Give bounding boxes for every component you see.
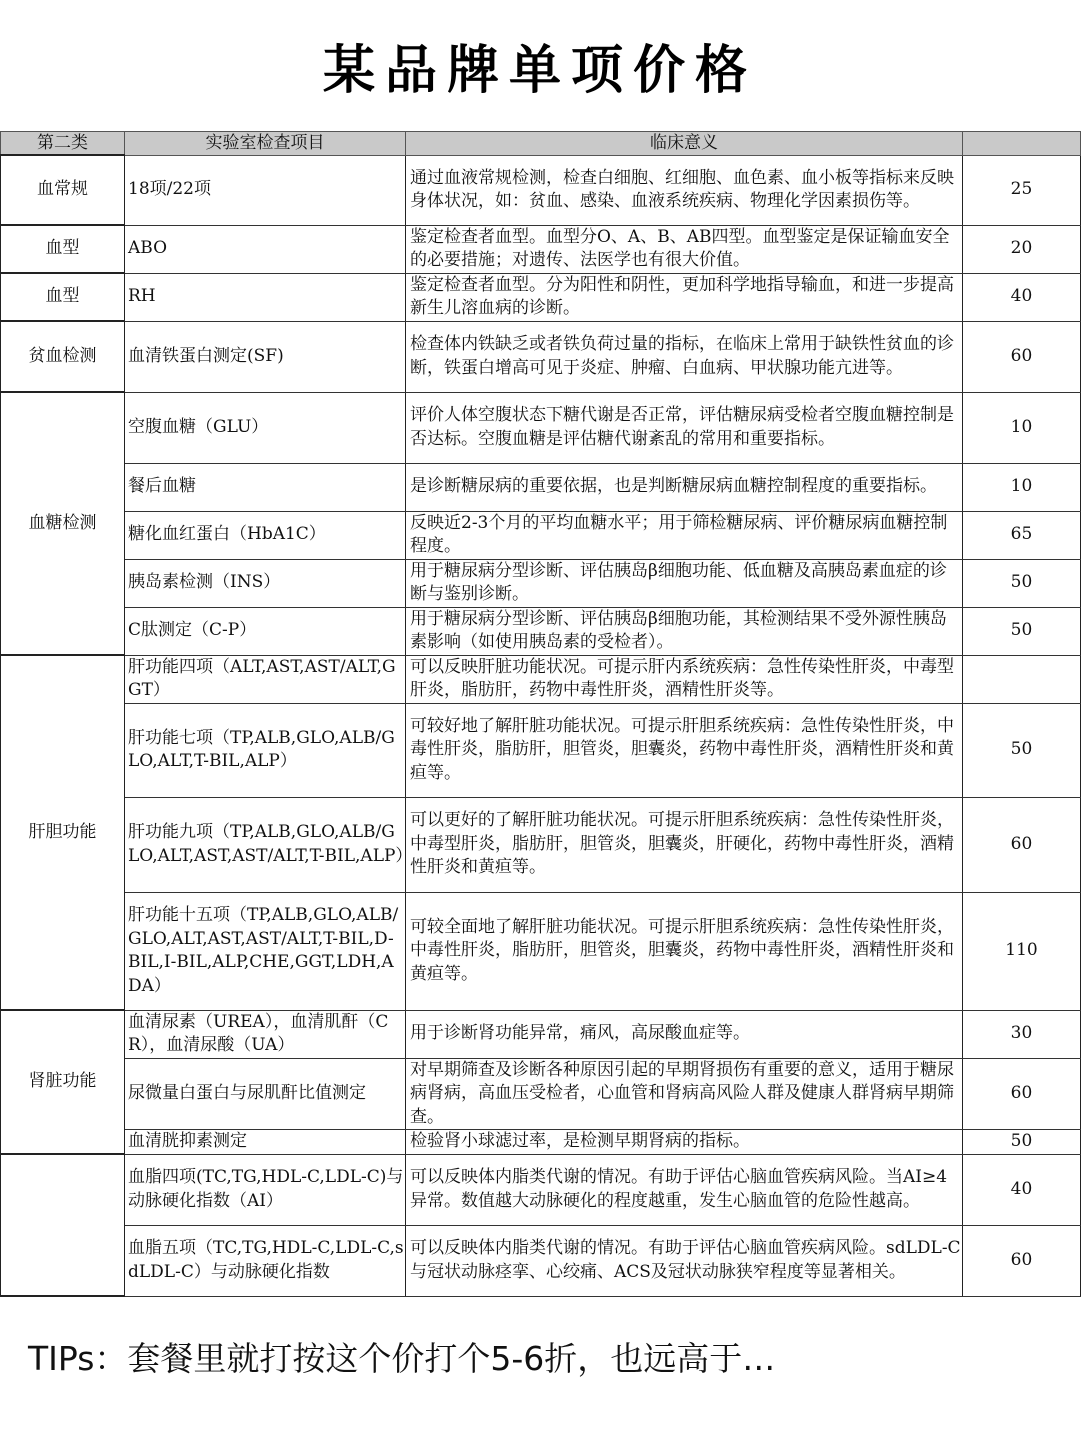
item-cell: 肝功能十五项（TP,ALB,GLO,ALB/GLO,ALT,AST,AST/ALT,T-BIL,D-BIL,I-BIL,ALP,CHE,GGT,LDH,ADA） [125, 892, 406, 1010]
table-row [1, 511, 1081, 559]
meaning-cell: 用于诊断肾功能异常，痛风，高尿酸血症等。 [406, 1010, 963, 1058]
item-cell: 肝功能九项（TP,ALB,GLO,ALB/GLO,ALT,AST,AST/ALT,T-BIL,ALP） [125, 797, 406, 892]
meaning-cell: 评价人体空腹状态下糖代谢是否正常，评估糖尿病受检者空腹血糖控制是否达标。空腹血糖是评估糖代谢紊乱的常用和重要指标。 [406, 392, 963, 463]
item-cell: C肽测定（C-P） [125, 607, 406, 655]
category-cell: 血糖检测 [1, 392, 125, 655]
price-cell: 110 [963, 892, 1081, 1010]
item-cell: 尿微量白蛋白与尿肌酐比值测定 [125, 1058, 406, 1130]
item-cell: 肝功能七项（TP,ALB,GLO,ALB/GLO,ALT,T-BIL,ALP） [125, 703, 406, 797]
meaning-cell: 可以反映体内脂类代谢的情况。有助于评估心脑血管疾病风险。sdLDL-C与冠状动脉痉挛、心绞痛、ACS及冠状动脉狭窄程度等显著相关。 [406, 1225, 963, 1296]
meaning-cell: 反映近2-3个月的平均血糖水平；用于筛检糖尿病、评价糖尿病血糖控制程度。 [406, 511, 963, 559]
table-row [1, 703, 1081, 797]
item-cell: 胰岛素检测（INS） [125, 559, 406, 607]
table-row [1, 559, 1081, 607]
table-row [1, 607, 1081, 655]
meaning-cell: 可以更好的了解肝脏功能状况。可提示肝胆系统疾病：急性传染性肝炎，中毒型肝炎，脂肪肝，胆管炎，胆囊炎，肝硬化，药物中毒性肝炎，酒精性肝炎和黄疸等。 [406, 797, 963, 892]
meaning-cell: 用于糖尿病分型诊断、评估胰岛β细胞功能，其检测结果不受外源性胰岛素影响（如使用胰岛素的受检者）。 [406, 607, 963, 655]
item-cell: RH [125, 273, 406, 321]
category-cell [1, 1154, 125, 1296]
item-cell: 血脂五项（TC,TG,HDL-C,LDL-C,sdLDL-C）与动脉硬化指数 [125, 1225, 406, 1296]
table-row [1, 225, 1081, 273]
price-table [0, 131, 1081, 1297]
category-cell: 血型 [1, 273, 125, 321]
price-cell: 30 [963, 1010, 1081, 1058]
price-cell: 40 [963, 1154, 1081, 1225]
tips-text: TIPs：套餐里就打按这个价打个5-6折，也远高于… [28, 1339, 776, 1378]
price-table-sheet [0, 131, 1080, 1282]
meaning-cell: 鉴定检查者血型。血型分O、A、B、AB四型。血型鉴定是保证输血安全的必要措施；对遗传、法医学也有很大价值。 [406, 225, 963, 273]
meaning-cell: 通过血液常规检测，检查白细胞、红细胞、血色素、血小板等指标来反映身体状况，如：贫血、感染、血液系统疾病、物理化学因素损伤等。 [406, 155, 963, 225]
meaning-cell: 是诊断糖尿病的重要依据，也是判断糖尿病血糖控制程度的重要指标。 [406, 463, 963, 511]
price-cell: 50 [963, 607, 1081, 655]
category-cell: 肝胆功能 [1, 655, 125, 1010]
price-cell: 50 [963, 703, 1081, 797]
price-cell: 60 [963, 1058, 1081, 1130]
item-cell: 肝功能四项（ALT,AST,AST/ALT,GGT） [125, 655, 406, 703]
table-row [1, 655, 1081, 703]
price-cell: 20 [963, 225, 1081, 273]
price-cell: 60 [963, 1225, 1081, 1296]
item-cell: 空腹血糖（GLU） [125, 392, 406, 463]
meaning-cell: 检查体内铁缺乏或者铁负荷过量的指标，在临床上常用于缺铁性贫血的诊断，铁蛋白增高可见于炎症、肿瘤、白血病、甲状腺功能亢进等。 [406, 321, 963, 392]
price-cell: 50 [963, 1130, 1081, 1155]
meaning-cell: 可以反映体内脂类代谢的情况。有助于评估心脑血管疾病风险。当AI≥4异常。数值越大动脉硬化的程度越重，发生心脑血管的危险性越高。 [406, 1154, 963, 1225]
category-cell: 肾脏功能 [1, 1010, 125, 1154]
meaning-cell: 对早期筛查及诊断各种原因引起的早期肾损伤有重要的意义，适用于糖尿病肾病，高血压受检者，心血管和肾病高风险人群及健康人群肾病早期筛查。 [406, 1058, 963, 1130]
table-row [1, 1225, 1081, 1296]
table-row [1, 1154, 1081, 1225]
table-row [1, 273, 1081, 321]
price-cell: 65 [963, 511, 1081, 559]
item-cell: 糖化血红蛋白（HbA1C） [125, 511, 406, 559]
price-cell: 60 [963, 797, 1081, 892]
price-cell: 10 [963, 392, 1081, 463]
category-cell: 血常规 [1, 155, 125, 225]
item-cell: 血脂四项(TC,TG,HDL-C,LDL-C)与动脉硬化指数（AI） [125, 1154, 406, 1225]
header-item: 实验室检查项目 [125, 132, 406, 156]
table-row [1, 463, 1081, 511]
price-cell: 25 [963, 155, 1081, 225]
item-cell: 18项/22项 [125, 155, 406, 225]
price-cell: 40 [963, 273, 1081, 321]
table-row [1, 1058, 1081, 1130]
page-title: 某品牌单项价格 [322, 41, 757, 101]
price-cell [963, 655, 1081, 703]
item-cell: 血清尿素（UREA），血清肌酐（CR），血清尿酸（UA） [125, 1010, 406, 1058]
price-cell: 10 [963, 463, 1081, 511]
item-cell: 餐后血糖 [125, 463, 406, 511]
item-cell: ABO [125, 225, 406, 273]
item-cell: 血清胱抑素测定 [125, 1130, 406, 1155]
meaning-cell: 可较全面地了解肝脏功能状况。可提示肝胆系统疾病：急性传染性肝炎，中毒性肝炎，脂肪肝，胆管炎，胆囊炎，药物中毒性肝炎，酒精性肝炎和黄疸等。 [406, 892, 963, 1010]
meaning-cell: 用于糖尿病分型诊断、评估胰岛β细胞功能、低血糖及高胰岛素血症的诊断与鉴别诊断。 [406, 559, 963, 607]
table-row [1, 892, 1081, 1010]
header-meaning: 临床意义 [406, 132, 963, 156]
table-row [1, 1010, 1081, 1058]
table-row [1, 392, 1081, 463]
table-row [1, 321, 1081, 392]
table-row [1, 797, 1081, 892]
meaning-cell: 可较好地了解肝脏功能状况。可提示肝胆系统疾病：急性传染性肝炎，中毒性肝炎，脂肪肝，胆管炎，胆囊炎，药物中毒性肝炎，酒精性肝炎和黄疸等。 [406, 703, 963, 797]
header-price [963, 132, 1081, 156]
table-row [1, 1130, 1081, 1155]
category-cell: 贫血检测 [1, 321, 125, 392]
meaning-cell: 鉴定检查者血型。分为阳性和阴性，更加科学地指导输血，和进一步提高新生儿溶血病的诊断。 [406, 273, 963, 321]
meaning-cell: 检验肾小球滤过率，是检测早期肾病的指标。 [406, 1130, 963, 1155]
meaning-cell: 可以反映肝脏功能状况。可提示肝内系统疾病：急性传染性肝炎，中毒型肝炎，脂肪肝，药物中毒性肝炎，酒精性肝炎等。 [406, 655, 963, 703]
category-cell: 血型 [1, 225, 125, 273]
table-row [1, 155, 1081, 225]
item-cell: 血清铁蛋白测定(SF) [125, 321, 406, 392]
price-cell: 60 [963, 321, 1081, 392]
header-category: 第二类 [1, 132, 125, 156]
price-cell: 50 [963, 559, 1081, 607]
table-header-row [1, 132, 1081, 156]
